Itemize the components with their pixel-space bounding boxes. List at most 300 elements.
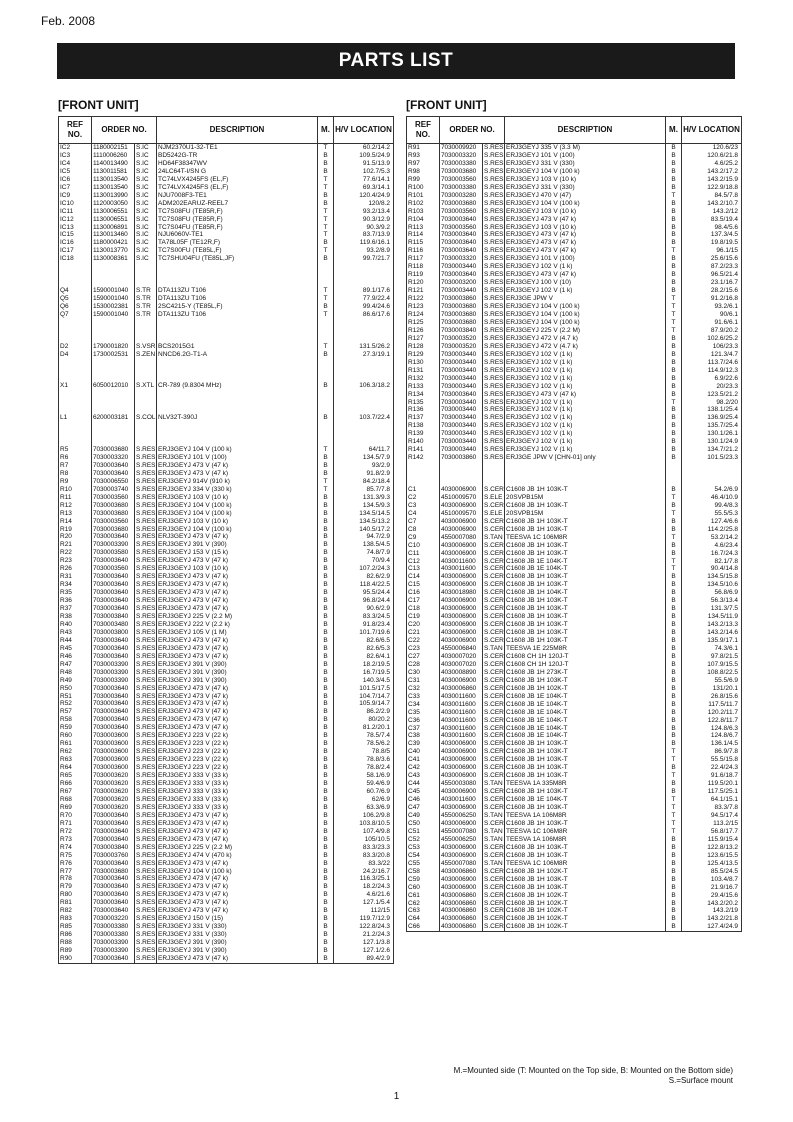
table-row — [59, 160, 394, 168]
description-cell: ERJ3GEYJ 473 V (47 k) — [157, 716, 318, 724]
table-row — [59, 422, 394, 430]
location-cell: 96.8/24.4 — [334, 597, 394, 605]
mounted-side-cell — [318, 367, 334, 375]
mounted-side-cell: T — [318, 446, 334, 454]
order-no-cell: 4030006860 — [440, 685, 483, 693]
location-cell: 106/23.3 — [682, 343, 742, 351]
description-cell: C1608 JB 1E 104K-T — [505, 558, 666, 566]
description-cell: TA78L05F (TE12R,F) — [157, 239, 318, 247]
type-cell: S.RES — [136, 764, 156, 772]
order-no-cell: 7030003320 — [440, 255, 483, 263]
description-cell: C1608 JB 1E 104K-T — [505, 732, 666, 740]
location-cell: 109.5/24.9 — [334, 152, 394, 160]
ref-no-cell: R46 — [59, 653, 92, 661]
table-row — [407, 565, 742, 573]
description-cell: C1608 JB 1E 104K-T — [505, 565, 666, 573]
description-cell: C1608 JB 1H 103K-T — [505, 502, 666, 510]
table-row — [59, 764, 394, 772]
type-cell — [135, 406, 157, 414]
ref-no-cell: C33 — [407, 693, 440, 701]
mounted-side-cell: B — [666, 224, 682, 232]
ref-no-cell: R127 — [407, 335, 440, 343]
type-cell: S.RES — [136, 780, 156, 788]
ref-no-cell: R116 — [407, 247, 440, 255]
mounted-side-cell: B — [318, 915, 334, 923]
location-cell: 127.4/24.9 — [682, 923, 742, 931]
description-cell: ERJ3GEYJ 103 V (10 k) — [157, 565, 318, 573]
order-no-cell: 4030006860 — [440, 923, 483, 931]
type-cell: S.RES — [484, 414, 504, 422]
order-no-cell — [92, 271, 135, 279]
ref-no-cell: C14 — [407, 573, 440, 581]
order-no-cell: 1130013770 — [92, 247, 135, 255]
location-cell: 60.2/14.2 — [334, 144, 394, 152]
order-no-cell: 7030003640 — [92, 860, 135, 868]
order-no-cell: 1130013540 — [92, 184, 135, 192]
description-cell: ADM202EARUZ-REEL7 — [157, 200, 318, 208]
description-cell: ERJ3GEYJ 473 V (47 k) — [505, 231, 666, 239]
location-cell: 18.2/24.3 — [334, 883, 394, 891]
ref-no-cell: R133 — [407, 383, 440, 391]
type-cell: S.RES — [484, 311, 504, 319]
table-row — [59, 470, 394, 478]
order-no-cell: 7030003620 — [92, 772, 135, 780]
table-row — [59, 891, 394, 899]
table-row — [59, 796, 394, 804]
ref-no-cell: C8 — [407, 526, 440, 534]
order-no-cell: 7030003640 — [440, 239, 483, 247]
ref-no-cell: R79 — [59, 883, 92, 891]
type-cell: S.RES — [136, 676, 156, 684]
description-cell: ERJ3GEYJ 102 V (1 k) — [505, 367, 666, 375]
ref-no-cell: R37 — [59, 605, 92, 613]
location-cell: 93/2.9 — [334, 462, 394, 470]
mounted-side-cell: T — [318, 231, 334, 239]
ref-no-cell: C30 — [407, 669, 440, 677]
table-row — [59, 931, 394, 939]
description-cell: C1608 JB 1H 102K-T — [505, 685, 666, 693]
location-cell: 124.8/6.3 — [682, 725, 742, 733]
order-no-cell: 7030003640 — [92, 581, 135, 589]
table-row — [407, 645, 742, 653]
order-no-cell: 7030003640 — [92, 899, 135, 907]
ref-no-cell — [59, 430, 92, 438]
table-row — [59, 581, 394, 589]
ref-no-cell: R115 — [407, 239, 440, 247]
mounted-side-cell: B — [318, 573, 334, 581]
mounted-side-cell: B — [318, 788, 334, 796]
order-no-cell: 7030003640 — [92, 708, 135, 716]
type-cell: S.CER — [484, 605, 504, 613]
order-no-cell: 7030003390 — [92, 939, 135, 947]
location-cell: 91.2/16.8 — [682, 295, 742, 303]
ref-no-cell: L1 — [59, 414, 92, 422]
ref-no-cell: R102 — [407, 200, 440, 208]
location-cell: 122.8/13.2 — [682, 844, 742, 852]
order-no-cell: 7030003680 — [92, 868, 135, 876]
type-cell: S.TR — [135, 303, 157, 311]
order-no-cell: 7030003440 — [440, 438, 483, 446]
mounted-side-cell: B — [318, 740, 334, 748]
mounted-side-cell: T — [318, 224, 334, 232]
mounted-side-cell: B — [318, 454, 334, 462]
ref-no-cell: Q5 — [59, 295, 92, 303]
ref-no-cell: R50 — [59, 685, 92, 693]
order-no-cell: 7030003440 — [440, 422, 483, 430]
description-cell: ERJ3GEYJ 473 V (47 k) — [157, 557, 318, 565]
table-row — [59, 828, 394, 836]
location-cell — [334, 335, 394, 343]
description-cell: ERJ3GEYJ 223 V (22 k) — [157, 764, 318, 772]
location-cell: 4.6/23.4 — [682, 542, 742, 550]
order-no-cell: 7030003640 — [92, 820, 135, 828]
type-cell: S.RES — [136, 605, 156, 613]
mounted-side-cell: T — [318, 311, 334, 319]
table-row — [407, 605, 742, 613]
type-cell: S.CER — [484, 692, 504, 700]
ref-no-cell: C51 — [407, 828, 440, 836]
location-cell: 89.1/17.6 — [334, 287, 394, 295]
description-cell — [157, 319, 318, 327]
location-cell: 24.2/16.7 — [334, 868, 394, 876]
order-no-cell: 7030003640 — [92, 605, 135, 613]
description-cell: C1608 JB 1E 104K-T — [505, 709, 666, 717]
ref-no-cell — [407, 478, 440, 486]
type-cell: S.RES — [136, 851, 156, 859]
description-cell: ERJ3GEYJ 102 V (1 k) — [505, 414, 666, 422]
order-no-cell: 7030003380 — [92, 923, 135, 931]
ref-no-cell: C55 — [407, 860, 440, 868]
location-cell — [682, 462, 742, 470]
type-cell — [135, 367, 157, 375]
location-cell — [334, 279, 394, 287]
type-cell: S.RES — [484, 287, 504, 295]
ref-no-cell — [59, 375, 92, 383]
table-row — [59, 661, 394, 669]
location-cell: 103.7/22.4 — [334, 414, 394, 422]
type-cell: S.RES — [136, 907, 156, 915]
table-row — [407, 422, 742, 430]
order-no-cell: 4030007020 — [440, 653, 483, 661]
type-cell: S.RES — [136, 915, 156, 923]
location-cell: 120.6/23 — [682, 144, 742, 152]
table-row — [59, 605, 394, 613]
type-cell: S.CER — [484, 621, 504, 629]
table-row — [407, 693, 742, 701]
table-row — [407, 820, 742, 828]
location-cell: 120.6/21.8 — [682, 152, 742, 160]
type-cell: S.IC — [135, 184, 157, 192]
mounted-side-cell: T — [318, 287, 334, 295]
location-cell: 108.8/22.5 — [682, 669, 742, 677]
table-row — [407, 383, 742, 391]
table-row — [407, 375, 742, 383]
mounted-side-cell: B — [318, 883, 334, 891]
location-cell: 131/20.1 — [682, 685, 742, 693]
mounted-side-cell — [318, 279, 334, 287]
type-cell: S.CER — [484, 676, 504, 684]
ref-no-cell: R21 — [59, 541, 92, 549]
ref-no-cell: IC5 — [59, 168, 92, 176]
mounted-side-cell: B — [666, 868, 682, 876]
table-row — [59, 875, 394, 883]
order-no-cell: 7030003640 — [92, 883, 135, 891]
type-cell: S.RES — [136, 501, 156, 509]
description-cell: C1608 JB 1H 103K-T — [505, 581, 666, 589]
table-row — [407, 740, 742, 748]
type-cell: S.CER — [484, 923, 504, 931]
location-cell: 83.3/20.8 — [334, 852, 394, 860]
location-cell: 121.3/4.7 — [682, 351, 742, 359]
ref-no-cell: R135 — [407, 399, 440, 407]
table-row — [407, 319, 742, 327]
description-cell: ERJ3GEYJ 104 V (100 k) — [157, 868, 318, 876]
mounted-side-cell: T — [666, 534, 682, 542]
description-cell: C1608 JB 1E 104K-T — [505, 725, 666, 733]
description-cell: TEESVA 1E 225M8R — [505, 645, 666, 653]
description-cell: C1608 JB 1H 103K-T — [505, 542, 666, 550]
description-cell: C1608 JB 1H 102K-T — [505, 892, 666, 900]
ref-no-cell — [59, 438, 92, 446]
location-cell — [334, 390, 394, 398]
location-cell: 130.1/24.9 — [682, 438, 742, 446]
type-cell — [135, 271, 157, 279]
ref-no-cell: R62 — [59, 748, 92, 756]
description-cell: ERJ3GEYJ 473 V (47 k) — [157, 820, 318, 828]
description-cell: ERJ3GEYJ 331 V (330) — [505, 160, 666, 168]
type-cell: S.RES — [484, 430, 504, 438]
type-cell: S.TR — [135, 287, 157, 295]
description-cell: ERJ3GEYJ 103 V (10 k) — [505, 176, 666, 184]
location-cell: 56.3/13.4 — [682, 597, 742, 605]
mounted-side-cell: B — [318, 605, 334, 613]
ref-no-cell: R43 — [59, 629, 92, 637]
mounted-side-cell — [318, 319, 334, 327]
table-row — [407, 343, 742, 351]
type-cell: S.CER — [484, 629, 504, 637]
type-cell: S.IC — [135, 239, 157, 247]
table-row — [59, 621, 394, 629]
location-cell: 90.4/14.8 — [682, 565, 742, 573]
description-cell: ERJ3GEYJ 473 V (47 k) — [157, 828, 318, 836]
mounted-side-cell: B — [666, 351, 682, 359]
location-cell: 119.7/12.9 — [334, 915, 394, 923]
table-row — [407, 685, 742, 693]
location-cell: 136.9/25.4 — [682, 414, 742, 422]
location-cell: 117.5/11.7 — [682, 701, 742, 709]
ref-no-cell: R7 — [59, 462, 92, 470]
ref-no-cell: C66 — [407, 923, 440, 931]
col-ref-no: REF NO. — [407, 117, 440, 144]
type-cell: S.RES — [484, 350, 504, 358]
ref-no-cell: IC2 — [59, 144, 92, 152]
table-row — [59, 541, 394, 549]
table-row — [407, 144, 742, 152]
type-cell: S.RES — [136, 724, 156, 732]
table-row — [407, 860, 742, 868]
table-row — [407, 788, 742, 796]
description-cell: BD5242G-TR — [157, 152, 318, 160]
description-cell: ERJ3GEYJ 153 V (15 k) — [157, 549, 318, 557]
location-cell: 127.1/5.4 — [334, 899, 394, 907]
mounted-side-cell: B — [318, 661, 334, 669]
description-cell: ERJ3GEYJ 102 V (1 k) — [505, 430, 666, 438]
table-row — [407, 160, 742, 168]
ref-no-cell: C32 — [407, 685, 440, 693]
order-no-cell: 7030003640 — [92, 836, 135, 844]
type-cell — [135, 279, 157, 287]
ref-no-cell: C38 — [407, 732, 440, 740]
mounted-side-cell: B — [666, 860, 682, 868]
type-cell: S.RES — [136, 469, 156, 477]
type-cell: S.RES — [136, 732, 156, 740]
mounted-side-cell: B — [318, 160, 334, 168]
table-row — [59, 724, 394, 732]
mounted-side-cell: B — [666, 160, 682, 168]
location-cell: 55.5/15.8 — [682, 756, 742, 764]
location-cell — [682, 470, 742, 478]
mounted-side-cell: T — [666, 565, 682, 573]
mounted-side-cell: T — [666, 558, 682, 566]
type-cell: S.RES — [484, 374, 504, 382]
type-cell: S.IC — [135, 160, 157, 168]
type-cell: S.TAN — [484, 835, 503, 843]
type-cell: S.RES — [484, 398, 504, 406]
mounted-side-cell: T — [666, 828, 682, 836]
type-cell: S.IC — [135, 152, 157, 160]
order-no-cell: 4030011600 — [440, 558, 483, 566]
ref-no-cell: R140 — [407, 438, 440, 446]
location-cell: 29.4/15.6 — [682, 892, 742, 900]
type-cell: S.RES — [484, 382, 504, 390]
description-cell: ERJ3GEYJ 473 V (47 k) — [157, 875, 318, 883]
type-cell: S.RES — [484, 318, 504, 326]
table-row — [407, 558, 742, 566]
description-cell: ERJ3GEYJ 474 V (470 k) — [157, 852, 318, 860]
type-cell: S.RES — [484, 366, 504, 374]
mounted-side-cell: B — [318, 693, 334, 701]
order-no-cell: 4550006250 — [440, 812, 483, 820]
table-row — [407, 884, 742, 892]
mounted-side-cell: T — [318, 208, 334, 216]
ref-no-cell: C19 — [407, 613, 440, 621]
type-cell: S.CER — [484, 851, 504, 859]
table-row — [59, 216, 394, 224]
table-row — [407, 518, 742, 526]
mounted-side-cell: B — [666, 677, 682, 685]
mounted-side-cell: T — [666, 748, 682, 756]
order-no-cell: 7030003440 — [440, 287, 483, 295]
mounted-side-cell: B — [318, 852, 334, 860]
location-cell: 122.8/11.7 — [682, 717, 742, 725]
ref-no-cell: R72 — [59, 828, 92, 836]
location-cell: 84.2/18.4 — [334, 478, 394, 486]
ref-no-cell: C41 — [407, 756, 440, 764]
col-order-no: ORDER NO. — [440, 117, 505, 144]
ref-no-cell: R45 — [59, 645, 92, 653]
type-cell: S.CER — [484, 541, 504, 549]
description-cell: 20SVPB15M — [505, 510, 666, 518]
mounted-side-cell — [666, 470, 682, 478]
description-cell: ERJ3GE JPW V — [505, 295, 666, 303]
description-cell: ERJ3GEYJ 473 V (47 k) — [157, 907, 318, 915]
location-cell: 134.5/9.3 — [334, 502, 394, 510]
description-cell: TC7S00FU (TE85L,F) — [157, 247, 318, 255]
mounted-side-cell: B — [666, 414, 682, 422]
location-cell: 53.2/14.2 — [682, 534, 742, 542]
location-cell: 63.3/6.9 — [334, 804, 394, 812]
description-cell: C1608 JB 1H 103K-T — [505, 629, 666, 637]
order-no-cell: 7030003640 — [92, 724, 135, 732]
description-cell: NJU6060V-TE1 — [157, 231, 318, 239]
mounted-side-cell: B — [318, 549, 334, 557]
table-row — [407, 303, 742, 311]
order-no-cell: 7030003640 — [92, 812, 135, 820]
type-cell: S.CER — [484, 573, 504, 581]
table-row — [407, 876, 742, 884]
location-cell: 69.3/14.1 — [334, 184, 394, 192]
location-cell: 122.8/24.3 — [334, 923, 394, 931]
description-cell: ERJ3GEYJ 105 V (1 M) — [157, 629, 318, 637]
description-cell: TEESVA 1C 106M8R — [505, 534, 666, 542]
table-row — [407, 796, 742, 804]
order-no-cell: 7030003640 — [92, 645, 135, 653]
order-no-cell: 4030007020 — [440, 661, 483, 669]
description-cell: ERJ3GEYJ 391 V (390) — [157, 947, 318, 955]
order-no-cell: 4030006900 — [440, 852, 483, 860]
ref-no-cell — [407, 470, 440, 478]
mounted-side-cell: B — [666, 367, 682, 375]
description-cell — [157, 335, 318, 343]
type-cell: S.IC — [135, 192, 157, 200]
type-cell: S.TAN — [484, 533, 503, 541]
mounted-side-cell: B — [318, 844, 334, 852]
ref-no-cell: R31 — [59, 573, 92, 581]
location-cell: 94.7/2.9 — [334, 533, 394, 541]
order-no-cell: 4030006860 — [440, 915, 483, 923]
type-cell: S.CER — [484, 652, 504, 660]
table-row — [59, 438, 394, 446]
mounted-side-cell: B — [318, 351, 334, 359]
mounted-side-cell: B — [666, 216, 682, 224]
table-row — [59, 390, 394, 398]
ref-no-cell: C44 — [407, 780, 440, 788]
table-row — [407, 589, 742, 597]
mounted-side-cell: T — [318, 343, 334, 351]
description-cell: TEESVA 1A 335M8R — [505, 780, 666, 788]
type-cell: S.CER — [484, 788, 504, 796]
table-row — [59, 295, 394, 303]
order-no-cell: 1110006260 — [92, 152, 135, 160]
mounted-side-cell: B — [666, 271, 682, 279]
order-no-cell: 4030006900 — [440, 748, 483, 756]
ref-no-cell: C58 — [407, 868, 440, 876]
description-cell — [157, 398, 318, 406]
order-no-cell: 7030003600 — [92, 764, 135, 772]
mounted-side-cell: B — [666, 836, 682, 844]
table-row — [407, 351, 742, 359]
description-cell: ERJ3GEYJ 102 V (1 k) — [505, 446, 666, 454]
location-cell: 131.3/7.5 — [682, 605, 742, 613]
type-cell: S.RES — [136, 589, 156, 597]
order-no-cell: 1590001040 — [92, 311, 135, 319]
table-row — [59, 311, 394, 319]
type-cell: S.RES — [484, 239, 504, 247]
table-row — [59, 939, 394, 947]
order-no-cell: 7030003520 — [440, 343, 483, 351]
order-no-cell: 7030003390 — [92, 541, 135, 549]
mounted-side-cell: B — [318, 756, 334, 764]
